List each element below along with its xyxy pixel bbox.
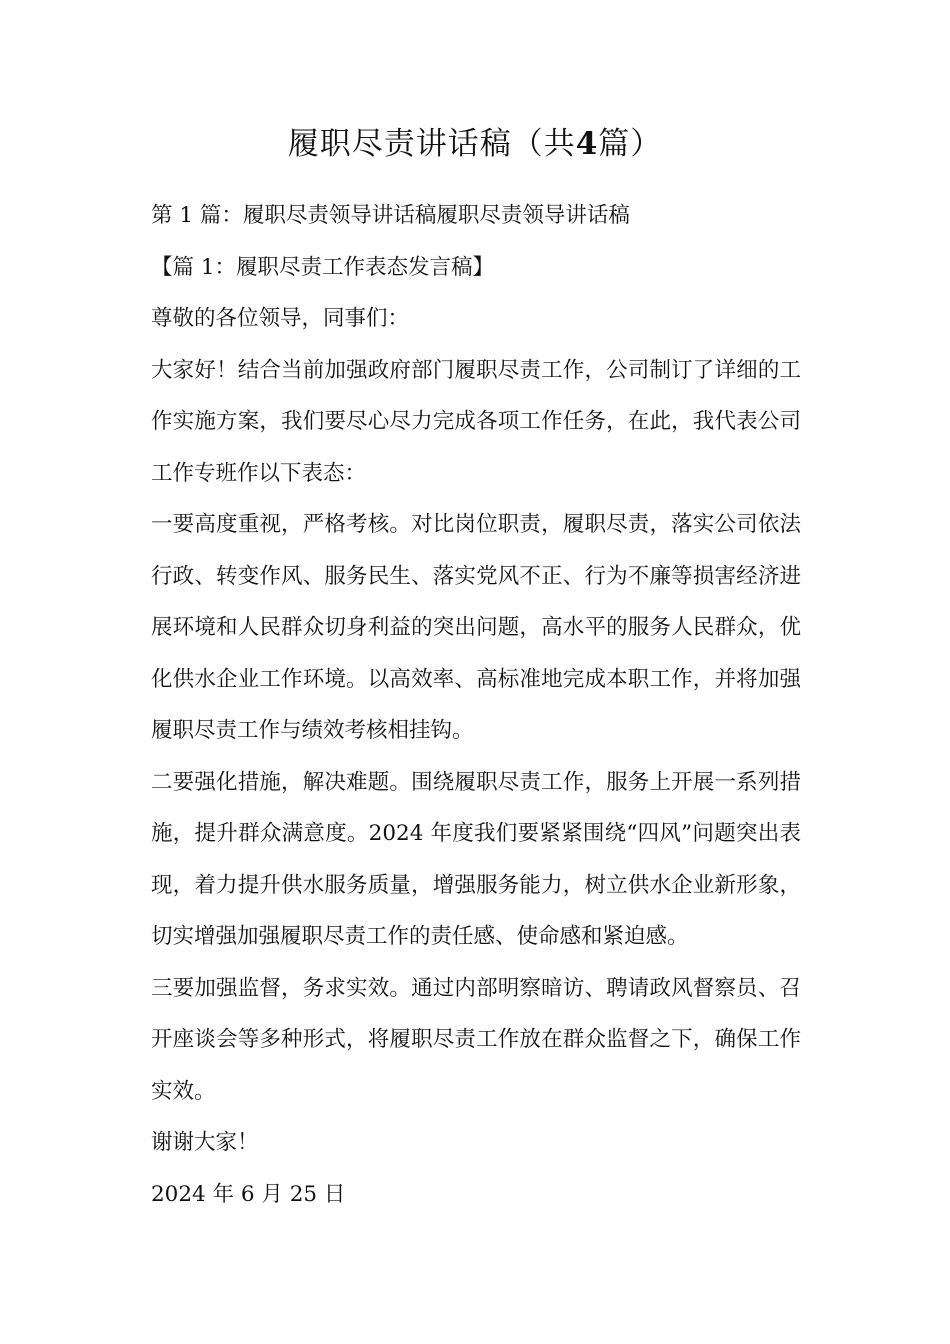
closing-thanks: 谢谢大家！	[151, 1130, 259, 1155]
title-suffix: 篇）	[598, 126, 663, 162]
body-paragraph: 大家好！结合当前加强政府部门履职尽责工作，公司制订了详细的工作实施方案，我们要尽心尽力完成各项工作任务，在此，我代表公司工作专班作以下表态：	[151, 357, 801, 486]
body-paragraph: 三要加强监督，务求实效。通过内部明察暗访、聘请政风督察员、召开座谈会等多种形式，将履职尽责工作放在群众监督之下，确保工作实效。	[151, 975, 801, 1104]
title-number: 4	[575, 126, 599, 162]
section-heading: 【篇 1：履职尽责工作表态发言稿】	[151, 254, 495, 280]
document-body	[151, 190, 801, 1220]
title-prefix: 履职尽责讲话稿（共	[287, 126, 576, 162]
chapter-heading: 第 1 篇：履职尽责领导讲话稿履职尽责领导讲话稿	[151, 203, 630, 228]
body-paragraph: 一要高度重视，严格考核。对比岗位职责，履职尽责，落实公司依法行政、转变作风、服务民生、落实党风不正、行为不廉等损害经济进展环境和人民群众切身利益的突出问题，高水平的服务人民群众，优化供水企业工作环境。以高效率、高标准地完成本职工作，并将加强履职尽责工作与绩效考核相挂钩。	[151, 512, 801, 743]
document-date: 2024 年 6 月 25 日	[151, 1181, 346, 1207]
salutation: 尊敬的各位领导，同事们：	[151, 306, 410, 331]
document-title	[0, 120, 950, 168]
body-paragraph: 二要强化措施，解决难题。围绕履职尽责工作，服务上开展一系列措施，提升群众满意度。2024 年度我们要紧紧围绕“四风”问题突出表现，着力提升供水服务质量，增强服务能力，树立供水企业新形象，切实增强加强履职尽责工作的责任感、使命感和紧迫感。	[151, 769, 801, 949]
